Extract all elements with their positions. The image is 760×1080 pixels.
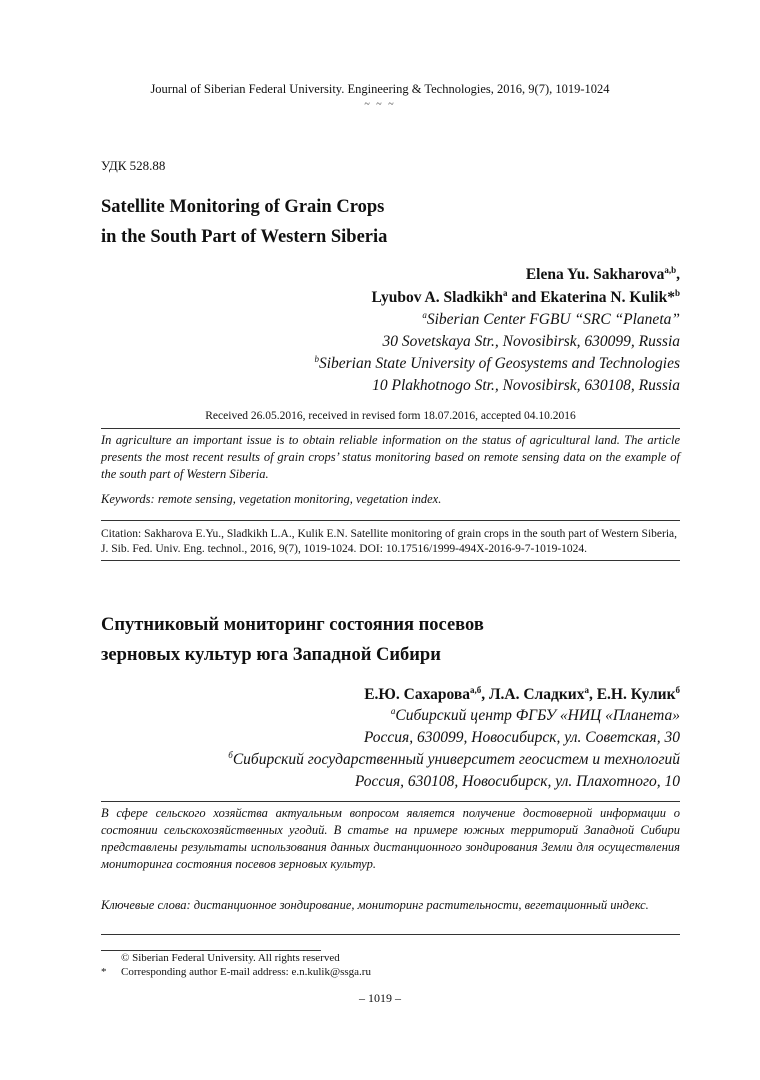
received-dates: Received 26.05.2016, received in revised form 18.07.2016, accepted 04.10.2016: [205, 410, 576, 422]
en-author-1-sup: a,b: [664, 264, 677, 275]
corresponding-text: Corresponding author E-mail address: e.n.kulik@ssga.ru: [121, 966, 371, 978]
footnote-copyright: [101, 952, 340, 964]
en-author-1-sep: ,: [676, 266, 680, 283]
ru-aff-a-address: Россия, 630099, Новосибирск, ул. Советская, 30: [363, 729, 680, 746]
en-title-line1: Satellite Monitoring of Grain Crops: [101, 197, 385, 217]
en-author-1: Elena Yu. Sakharova: [525, 266, 665, 283]
divider: [101, 520, 680, 521]
footnote-rule: [101, 950, 321, 951]
en-affiliation-a: [422, 309, 680, 331]
divider: [101, 428, 680, 429]
en-aff-b-name: Siberian State University of Geosystems and Technologies: [318, 355, 680, 372]
divider: [101, 560, 680, 561]
ru-aff-a-sup: а: [390, 705, 396, 716]
en-author-2: Lyubov A. Sladkikh: [371, 289, 503, 306]
en-aff-b-sup: b: [314, 353, 319, 364]
ru-keywords: Ключевые слова: дистанционное зондирование, мониторинг растительности, вегетационный индекс.: [101, 898, 649, 912]
en-title-line2: in the South Part of Western Siberia: [101, 227, 388, 247]
ru-author-1-sup: а,б: [469, 684, 482, 695]
en-aff-b-address: 10 Plakhotnogo Str., Novosibirsk, 630108, Russia: [372, 377, 680, 394]
en-author-3-sup: b: [674, 287, 680, 298]
en-authors-line1: [526, 263, 680, 286]
en-aff-a-name: Siberian Center FGBU “SRC “Planeta”: [426, 311, 680, 328]
en-author-3: Ekaterina N. Kulik*: [540, 289, 675, 306]
journal-header: Journal of Siberian Federal University. Engineering & Technologies, 2016, 9(7), 1019-1024: [150, 82, 610, 96]
ru-affiliation-b: [228, 749, 680, 771]
footnote-star: *: [101, 966, 107, 978]
ru-affiliation-a: [391, 705, 680, 727]
ru-aff-b-name: Сибирский государственный университет геосистем и технологий: [232, 751, 680, 768]
ru-aff-a-name: Сибирский центр ФГБУ «НИЦ «Планета»: [395, 707, 680, 724]
ru-author-2-sup: а: [584, 684, 589, 695]
copyright-text: © Siberian Federal University. All rights reserved: [121, 952, 340, 964]
ru-author-1: Е.Ю. Сахарова: [364, 686, 470, 703]
ru-title-line2: зерновых культур юга Западной Сибири: [101, 645, 441, 665]
ru-aff-b-address: Россия, 630108, Новосибирск, ул. Плахотного, 10: [354, 773, 680, 790]
ru-title-line1: Спутниковый мониторинг состояния посевов: [101, 615, 484, 635]
ru-authors: [364, 683, 680, 706]
en-abstract: In agriculture an important issue is to obtain reliable information on the status of agricultural land. The article presents the most recent results of grain crops’ status monitoring based on remote sensing data on the example of the south part of Western Siberia.: [101, 433, 680, 481]
ru-abstract: В сфере сельского хозяйства актуальным вопросом является получение достоверной информации о состоянии сельскохозяйственных угодий. В статье на примере южных территорий Западной Сибири представлены результаты использования данных дистанционного зондирования Земли для осуществления мониторинга состояния посевов зерновых культур.: [101, 806, 680, 871]
header-ornament: ~ ~ ~: [364, 99, 396, 110]
divider: [101, 801, 680, 802]
en-aff-a-sup: a: [422, 309, 427, 320]
footnote-corresponding: [101, 966, 371, 978]
divider: [101, 934, 680, 935]
en-author-and: and: [507, 289, 541, 306]
ru-author-2: , Л.А. Сладких: [481, 686, 585, 703]
en-authors-line2: [372, 286, 680, 309]
en-author-2-sup: a: [502, 287, 508, 298]
en-keywords: Keywords: remote sensing, vegetation monitoring, vegetation index.: [101, 492, 442, 506]
citation: Citation: Sakharova E.Yu., Sladkikh L.A., Kulik E.N. Satellite monitoring of grain crops in the south part of Western Siberia, J. Sib. Fed. Univ. Eng. technol., 2016, 9(7), 1019-1024. DOI: 10.17516/1999-494X-2016-9-7-1019-1024.: [101, 528, 678, 555]
en-affiliation-b: [314, 353, 680, 375]
udk-code: УДК 528.88: [101, 158, 166, 173]
ru-aff-b-sup: б: [228, 749, 233, 760]
ru-author-3: , Е.Н. Кулик: [588, 686, 676, 703]
page-number: – 1019 –: [359, 991, 401, 1005]
ru-author-3-sup: б: [675, 684, 680, 695]
en-aff-a-address: 30 Sovetskaya Str., Novosibirsk, 630099, Russia: [382, 333, 680, 350]
